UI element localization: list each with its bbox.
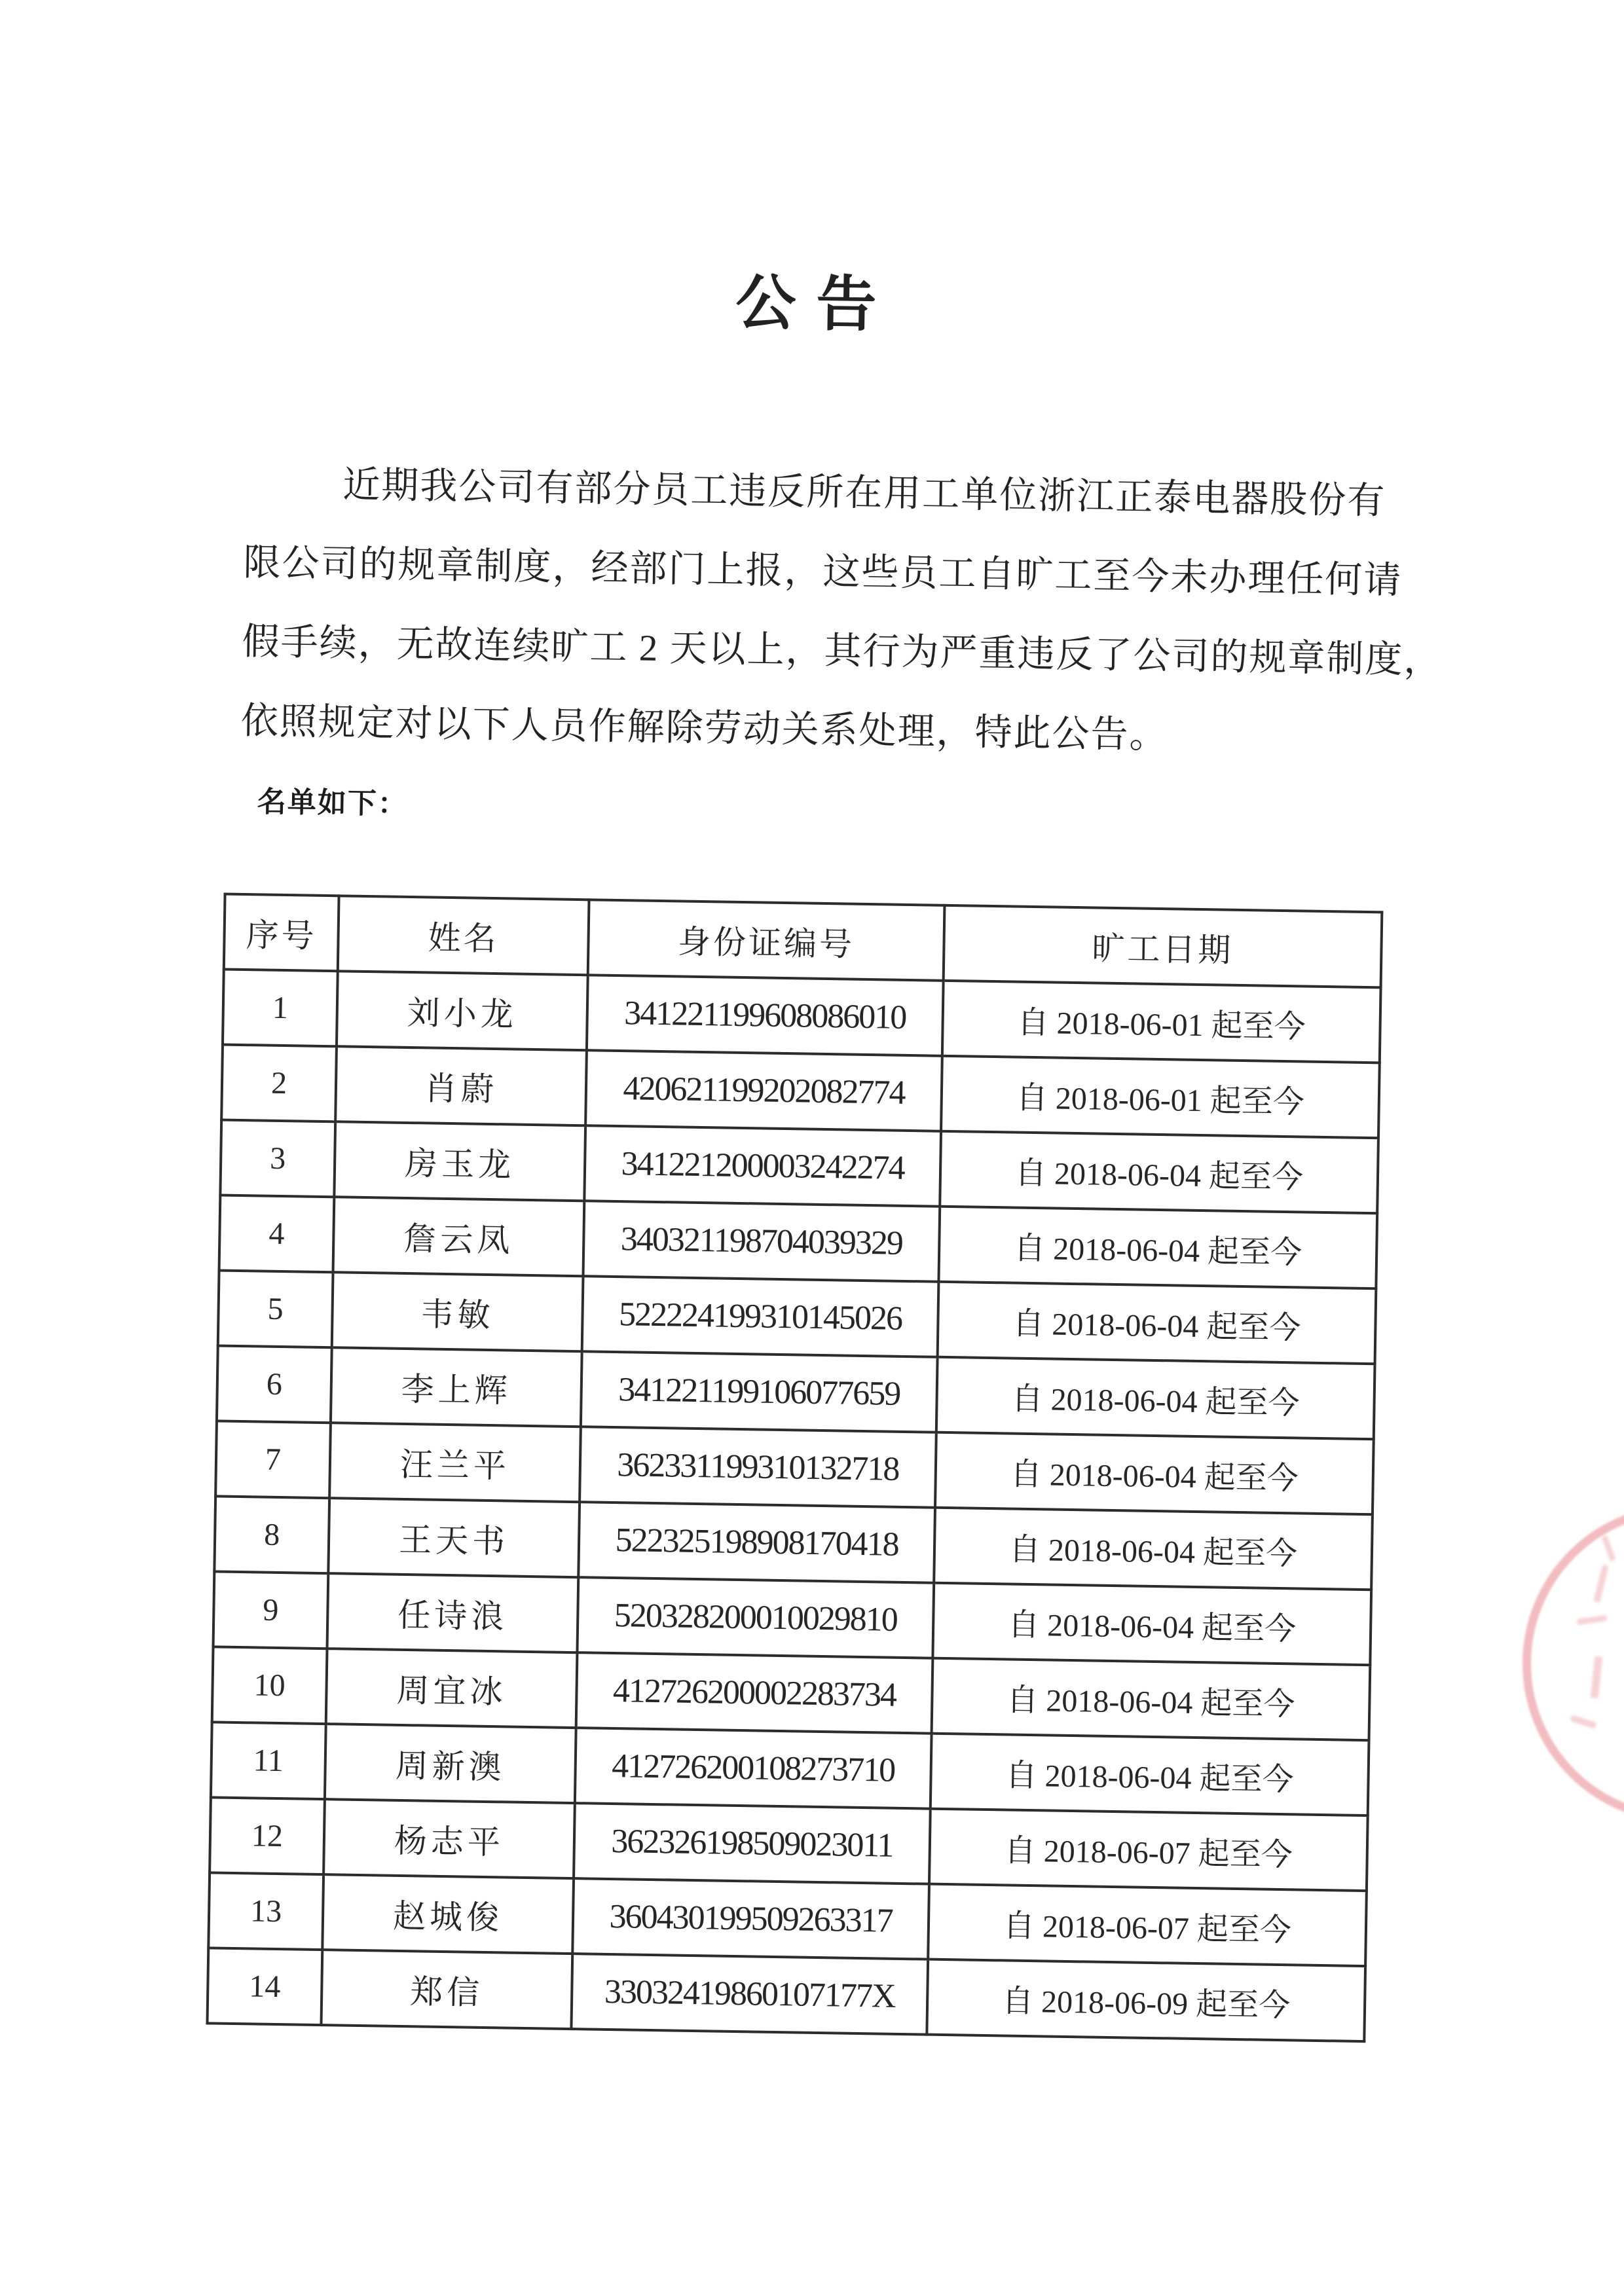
- paragraph-line: 依照规定对以下人员作解除劳动关系处理，特此公告。: [240, 700, 1169, 757]
- cell-no: 13: [208, 1872, 323, 1950]
- cell-name: 赵城俊: [322, 1874, 574, 1954]
- cell-no: 6: [217, 1345, 332, 1423]
- cell-no: 3: [220, 1120, 335, 1197]
- cell-id: 520328200010029810: [577, 1577, 934, 1658]
- employee-table: [206, 893, 1383, 2043]
- cell-no: 10: [212, 1647, 327, 1724]
- paragraph-line: 近期我公司有部分员工违反所在用工单位浙江正泰电器股份有: [342, 464, 1386, 522]
- cell-date: 自 2018-06-04 起至今: [935, 1432, 1374, 1514]
- cell-name: 任诗浪: [327, 1573, 579, 1652]
- cell-date: 自 2018-06-04 起至今: [940, 1131, 1378, 1213]
- page-title: 公 告: [735, 269, 880, 339]
- cell-no: 11: [211, 1722, 326, 1799]
- cell-id: 412726200108273710: [575, 1728, 932, 1809]
- cell-date: 自 2018-06-04 起至今: [931, 1734, 1369, 1815]
- header-id: 身份证编号: [588, 900, 945, 981]
- cell-name: 郑信: [321, 1950, 572, 2029]
- cell-id: 341221199106077659: [581, 1351, 938, 1432]
- header-no: 序号: [224, 894, 339, 972]
- cell-date: 自 2018-06-04 起至今: [932, 1658, 1371, 1740]
- cell-no: 4: [219, 1195, 335, 1273]
- cell-date: 自 2018-06-09 起至今: [927, 1959, 1365, 2041]
- cell-no: 7: [215, 1421, 331, 1498]
- header-date: 旷工日期: [944, 905, 1382, 987]
- cell-id: 360430199509263317: [572, 1878, 929, 1959]
- cell-date: 自 2018-06-04 起至今: [938, 1207, 1377, 1288]
- cell-id: 362326198509023011: [574, 1803, 931, 1884]
- cell-name: 周新澳: [325, 1724, 576, 1803]
- cell-name: 韦敏: [332, 1272, 583, 1351]
- cell-date: 自 2018-06-04 起至今: [932, 1583, 1371, 1665]
- cell-no: 1: [223, 970, 338, 1047]
- cell-id: 362331199310132718: [580, 1427, 936, 1508]
- paragraph-line: 假手续，无故连续旷工 2 天以上，其行为严重违反了公司的规章制度，: [242, 621, 1443, 682]
- cell-date: 自 2018-06-07 起至今: [929, 1809, 1368, 1891]
- paragraph-line: 限公司的规章制度，经部门上报，这些员工自旷工至今未办理任何请: [243, 541, 1403, 602]
- cell-date: 自 2018-06-07 起至今: [928, 1884, 1367, 1966]
- table-body: [207, 970, 1380, 2042]
- cell-name: 汪兰平: [329, 1423, 581, 1502]
- cell-no: 12: [210, 1797, 325, 1874]
- cell-name: 房玉龙: [334, 1121, 585, 1201]
- announcement-paragraph: [240, 444, 1443, 779]
- cell-date: 自 2018-06-01 起至今: [941, 1056, 1380, 1138]
- cell-date: 自 2018-06-01 起至今: [942, 981, 1381, 1063]
- cell-no: 14: [207, 1948, 322, 2025]
- cell-name: 周宜冰: [326, 1649, 578, 1728]
- cell-no: 2: [221, 1045, 337, 1122]
- cell-id: 33032419860107177X: [571, 1954, 928, 2035]
- cell-id: 412726200002283734: [576, 1652, 933, 1734]
- cell-no: 5: [218, 1270, 333, 1347]
- cell-id: 341221200003242274: [584, 1125, 941, 1207]
- cell-name: 杨志平: [323, 1799, 575, 1878]
- cell-date: 自 2018-06-04 起至今: [936, 1357, 1375, 1439]
- cell-id: 420621199202082774: [585, 1050, 942, 1131]
- header-name: 姓名: [338, 896, 589, 975]
- cell-id: 522224199310145026: [582, 1276, 939, 1357]
- cell-no: 8: [214, 1496, 329, 1573]
- cell-name: 詹云凤: [333, 1197, 585, 1276]
- cell-id: 522325198908170418: [578, 1502, 935, 1583]
- cell-id: 341221199608086010: [587, 975, 944, 1056]
- cell-name: 刘小龙: [337, 971, 588, 1050]
- cell-id: 340321198704039329: [583, 1201, 940, 1282]
- cell-no: 9: [213, 1571, 329, 1649]
- cell-date: 自 2018-06-04 起至今: [938, 1282, 1376, 1364]
- cell-name: 王天书: [328, 1498, 580, 1577]
- cell-date: 自 2018-06-04 起至今: [934, 1508, 1373, 1590]
- list-label: 名单如下：: [257, 786, 409, 820]
- cell-name: 李上辉: [331, 1347, 582, 1427]
- cell-name: 肖蔚: [335, 1046, 587, 1125]
